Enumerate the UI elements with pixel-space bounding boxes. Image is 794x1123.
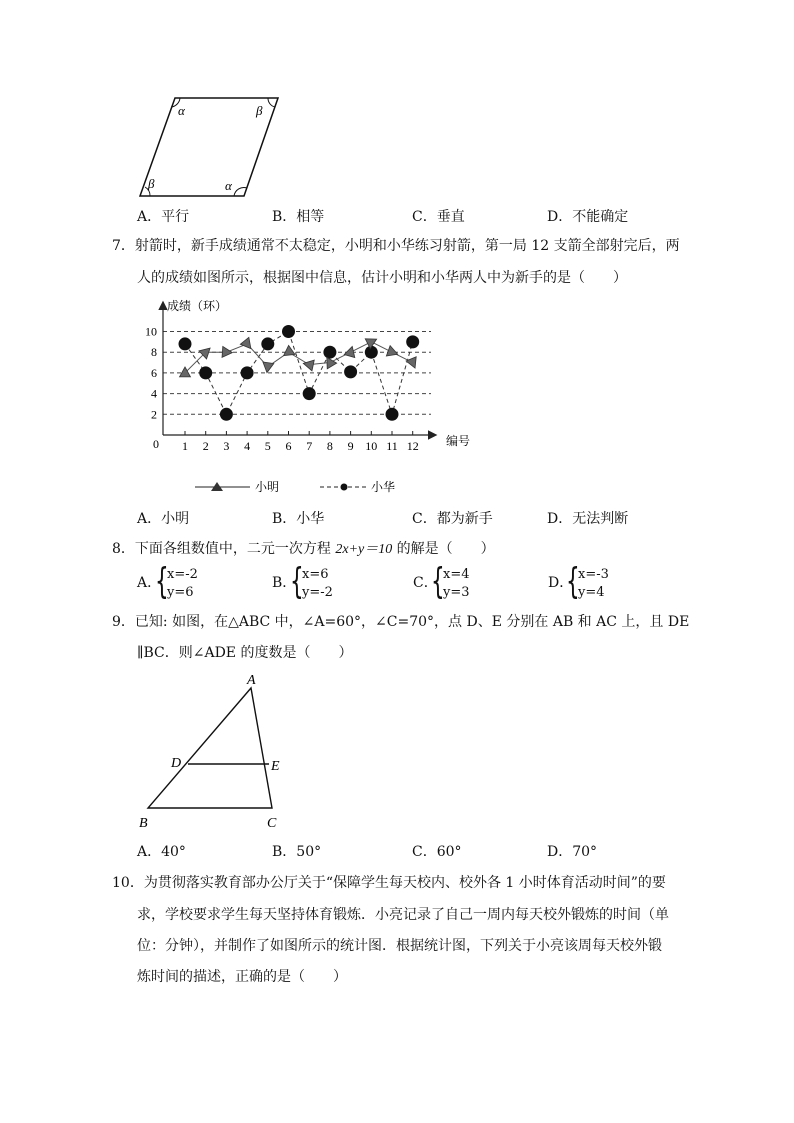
series-line-xiaoming	[185, 342, 413, 373]
q8-option-a-label: A．	[137, 575, 162, 591]
xiaohua-point	[344, 365, 357, 378]
xiaohua-point	[199, 366, 212, 379]
brace-icon: {	[155, 561, 169, 602]
origin-label: 0	[153, 437, 159, 451]
brace-icon: {	[431, 561, 445, 602]
x-tick-label: 7	[306, 439, 313, 453]
xiaohua-point	[282, 325, 295, 338]
xiaoming-point	[262, 362, 274, 373]
xiaohua-point	[386, 408, 399, 421]
q9-option-b[interactable]: B．50°	[272, 844, 322, 860]
legend-circle-marker	[341, 484, 348, 491]
xiaohua-point	[261, 337, 274, 350]
xiaohua-point	[179, 337, 192, 350]
q7-stem-line1: 7．射箭时，新手成绩通常不太稳定，小明和小华练习射箭，第一局 12 支箭全部射完后，两	[112, 238, 680, 254]
y-tick-label: 10	[145, 324, 157, 339]
x-tick-label: 4	[244, 439, 251, 453]
q8-equation: 2x+y＝10	[335, 542, 393, 557]
vertex-label-a: A	[247, 673, 256, 688]
q7-option-a[interactable]: A．小明	[137, 511, 190, 527]
x-tick-label: 12	[406, 439, 419, 453]
q9-triangle-figure	[135, 668, 305, 833]
q7-stem-line2: 人的成绩如图所示，根据图中信息，估计小明和小华两人中为新手的是（ ）	[137, 270, 627, 286]
xiaohua-point	[303, 387, 316, 400]
x-tick-label: 1	[182, 439, 188, 453]
q8-option-b-label: B．	[272, 575, 297, 591]
q6-option-b[interactable]: B．相等	[272, 209, 325, 225]
x-tick-label: 9	[347, 439, 354, 453]
x-tick-label: 6	[285, 439, 292, 453]
legend-label-xiaoming: 小明	[255, 480, 280, 494]
xiaoming-point	[280, 345, 295, 360]
x-tick-label: 10	[365, 439, 378, 453]
xiaohua-point	[241, 366, 254, 379]
q9-option-c[interactable]: C．60°	[412, 844, 462, 860]
q8-stem-post: 的解是（ ）	[392, 541, 495, 557]
y-tick-label: 6	[151, 365, 157, 380]
label-beta-bottom: β	[148, 176, 155, 191]
vertex-label-c: C	[267, 816, 277, 831]
q10-stem-line2: 求，学校要求学生每天坚持体育锻炼．小亮记录了自己一周内每天校外锻炼的时间（单	[137, 907, 669, 923]
angle-arc-top-right	[268, 98, 275, 107]
q8-option-c-label: C．	[413, 575, 438, 591]
q7-option-d[interactable]: D．无法判断	[547, 511, 629, 527]
x-tick-label: 11	[386, 439, 398, 453]
xiaoming-point	[302, 358, 314, 371]
q10-stem-line3: 位：分钟），并制作了如图所示的统计图．根据统计图，下列关于小亮该周每天校外锻	[137, 938, 662, 954]
q7-score-chart	[135, 295, 485, 505]
brace-icon: {	[290, 561, 304, 602]
y-tick-label: 8	[151, 345, 157, 360]
y-tick-label: 4	[151, 386, 157, 401]
xiaoming-point	[222, 346, 233, 358]
q10-stem-line4: 炼时间的描述，正确的是（ ）	[137, 969, 347, 985]
xiaoming-point	[406, 357, 420, 371]
xiaoming-point	[344, 345, 357, 358]
vertex-label-b: B	[139, 816, 148, 831]
y-axis-label: 成绩（环）	[167, 299, 228, 313]
q9-stem-line1: 9．已知: 如图，在△ABC 中，∠A=60°，∠C=70°，点 D、E 分别在 AB 和 AC 上，且 DE	[112, 614, 690, 630]
q6-option-a[interactable]: A．平行	[137, 209, 190, 225]
point-label-e: E	[271, 759, 280, 774]
x-axis-label: 编号	[446, 434, 471, 448]
label-alpha-bottom: α	[225, 178, 232, 193]
q8-c-y: y=3	[443, 585, 470, 600]
q6-option-c[interactable]: C．垂直	[412, 209, 465, 225]
q8-stem-pre: 8．下面各组数值中，二元一次方程	[112, 541, 336, 557]
xiaohua-point	[323, 346, 336, 359]
label-beta-top: β	[256, 103, 263, 118]
point-label-d: D	[171, 756, 182, 771]
x-tick-label: 8	[326, 439, 333, 453]
q6-option-d[interactable]: D．不能确定	[547, 209, 629, 225]
brace-icon: {	[566, 561, 580, 602]
q8-b-x: x=6	[302, 567, 329, 582]
x-tick-label: 2	[202, 439, 209, 453]
xiaohua-point	[220, 408, 233, 421]
y-tick-label: 2	[151, 407, 157, 422]
q8-a-y: y=6	[167, 585, 194, 600]
legend-label-xiaohua: 小华	[371, 480, 396, 494]
label-alpha-top: α	[178, 103, 185, 118]
q8-d-x: x=-3	[578, 567, 609, 582]
q8-d-y: y=4	[578, 585, 605, 600]
q7-option-b[interactable]: B．小华	[272, 511, 325, 527]
q9-stem-line2: ∥BC．则∠ADE 的度数是（ ）	[137, 645, 353, 661]
q8-option-d-label: D．	[548, 575, 574, 591]
q8-c-x: x=4	[443, 567, 470, 582]
q8-b-y: y=-2	[302, 585, 333, 600]
xiaohua-point	[406, 335, 419, 348]
q8-stem	[112, 539, 495, 560]
q6-parallelogram-figure	[130, 92, 290, 202]
q7-option-c[interactable]: C．都为新手	[412, 511, 493, 527]
x-tick-label: 3	[223, 439, 230, 453]
triangle-abc	[148, 688, 272, 808]
q10-stem-line1: 10．为贯彻落实教育部办公厅关于“保障学生每天校内、校外各 1 小时体育活动时间”的要	[112, 875, 666, 891]
q9-option-a[interactable]: A．40°	[137, 844, 186, 860]
chart-legend	[195, 479, 395, 494]
x-tick-label: 5	[264, 439, 271, 453]
q9-option-d[interactable]: D．70°	[547, 844, 598, 860]
q8-a-x: x=-2	[167, 567, 198, 582]
